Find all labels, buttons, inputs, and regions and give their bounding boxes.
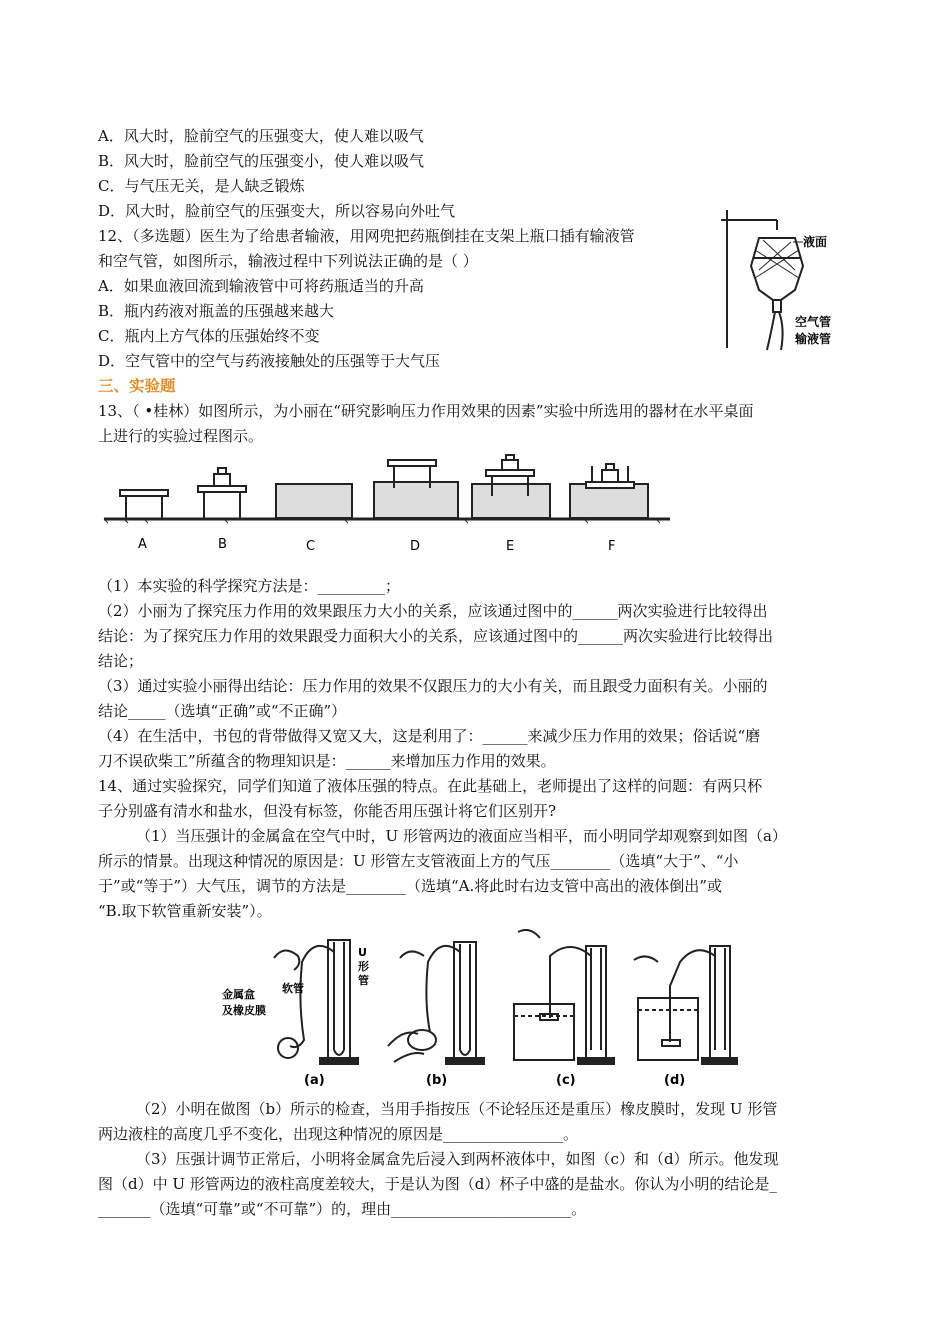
q12-option-b: B．瓶内药液对瓶盖的压强越来越大 xyxy=(98,302,335,320)
label-u-tube-1: U xyxy=(358,946,367,959)
q14-part3-line3: _______（选填“可靠”或“不可靠”）的，理由________________________。 xyxy=(98,1200,587,1218)
label-u-tube-3: 管 xyxy=(358,974,369,987)
iv-label-liquid-surface: 液面 xyxy=(803,235,828,249)
label-hose: 软管 xyxy=(282,982,304,995)
q11-option-a: A．风大时，脸前空气的压强变大，使人难以吸气 xyxy=(98,127,424,145)
q12-option-d: D．空气管中的空气与药液接触处的压强等于大气压 xyxy=(98,352,441,370)
q13-part4-line2: 刀不误砍柴工”所蕴含的物理知识是：______来增加压力作用的效果。 xyxy=(98,752,556,770)
fig-label-a: A xyxy=(138,537,147,552)
q14-part2-line1: （2）小明在做图（b）所示的检查，当用手指按压（不论轻压还是重压）橡皮膜时，发现 U 形管 xyxy=(136,1100,778,1118)
fig-label-c: C xyxy=(306,539,316,554)
label-fig-a: (a) xyxy=(304,1073,325,1088)
q13-part3-line2: 结论_____（选填“正确”或“不正确”） xyxy=(98,702,347,720)
label-rubber-film: 及橡皮膜 xyxy=(222,1004,266,1017)
q14-stem-line1: 14、通过实验探究，同学们知道了液体压强的特点。在此基础上，老师提出了这样的问题：有两只杯 xyxy=(98,777,763,795)
q14-part1-line4: “B.取下软管重新安装”）。 xyxy=(98,902,272,920)
q11-option-b: B．风大时，脸前空气的压强变小，使人难以吸气 xyxy=(98,152,425,170)
q13-stem-line2: 上进行的实验过程图示。 xyxy=(98,427,264,445)
label-fig-d: (d) xyxy=(664,1073,686,1088)
q13-part1: （1）本实验的科学探究方法是：_________； xyxy=(98,577,401,595)
q12-stem-line1: 12、（多选题）医生为了给患者输液，用网兜把药瓶倒挂在支架上瓶口插有输液管 xyxy=(98,227,635,245)
q12-stem-line2: 和空气管，如图所示，输液过程中下列说法正确的是（ ） xyxy=(98,252,478,270)
q13-part2-line1: （2）小丽为了探究压力作用的效果跟压力大小的关系，应该通过图中的______两次实验进行比较得出 xyxy=(98,602,768,620)
fig-label-f: F xyxy=(608,539,616,554)
q14-part1-line2: 所示的情景。出现这种情况的原因是：U 形管左支管液面上方的气压________（选填“大于”、“小 xyxy=(98,852,739,870)
q13-part3-line1: （3）通过实验小丽得出结论：压力作用的效果不仅跟压力的大小有关，而且跟受力面积有关。小丽的 xyxy=(98,677,768,695)
q14-part2-line2: 两边液柱的高度几乎不变化，出现这种情况的原因是________________。 xyxy=(98,1125,579,1143)
label-fig-c: (c) xyxy=(556,1073,576,1088)
iv-drip-figure xyxy=(715,208,850,356)
q11-option-c: C．与气压无关，是人缺乏锻炼 xyxy=(98,177,305,195)
q14-part1-line3: 于”或“等于”）大气压，调节的方法是________（选填“A.将此时右边支管中高出的液体倒出”或 xyxy=(98,877,722,895)
q14-part3-line1: （3）压强计调节正常后，小明将金属盒先后浸入到两杯液体中，如图（c）和（d）所示。他发现 xyxy=(136,1150,779,1168)
fig-label-d: D xyxy=(410,539,421,554)
q14-stem-line2: 子分别盛有清水和盐水，但没有标签，你能否用压强计将它们区别开? xyxy=(98,802,557,820)
section-heading-experiments: 三、实验题 xyxy=(98,377,176,395)
fig-label-e: E xyxy=(506,539,515,554)
pressure-experiment-figure xyxy=(100,452,675,557)
q13-part4-line1: （4）在生活中，书包的背带做得又宽又大，这是利用了：______来减少压力作用的效果；俗话说“磨 xyxy=(98,727,761,745)
q13-stem-line1: 13、（ •桂林）如图所示，为小丽在“研究影响压力作用效果的因素”实验中所选用的器材在水平桌面 xyxy=(98,402,754,420)
label-u-tube-2: 形 xyxy=(358,960,369,973)
q14-part1-line1: （1）当压强计的金属盒在空气中时，U 形管两边的液面应当相平，而小明同学却观察到如图（a） xyxy=(136,827,787,845)
fig-label-b: B xyxy=(218,537,227,552)
iv-label-air-tube: 空气管 xyxy=(795,315,832,329)
label-metal-box: 金属盒 xyxy=(222,988,255,1001)
label-fig-b: (b) xyxy=(426,1073,448,1088)
q11-option-d: D．风大时，脸前空气的压强变大，所以容易向外吐气 xyxy=(98,202,456,220)
iv-label-infusion-tube: 输液管 xyxy=(795,332,832,346)
manometer-figure xyxy=(218,922,738,1092)
q13-part2-line2: 结论：为了探究压力作用的效果跟受力面积大小的关系，应该通过图中的______两次实验进行比较得出 xyxy=(98,627,774,645)
q12-option-a: A．如果血液回流到输液管中可将药瓶适当的升高 xyxy=(98,277,424,295)
q12-option-c: C．瓶内上方气体的压强始终不变 xyxy=(98,327,320,345)
q13-part2-line3: 结论； xyxy=(98,652,144,670)
q14-part3-line2: 图（d）中 U 形管两边的液柱高度差较大，于是认为图（d）杯子中盛的是盐水。你认为小明的结论是_ xyxy=(98,1175,777,1193)
